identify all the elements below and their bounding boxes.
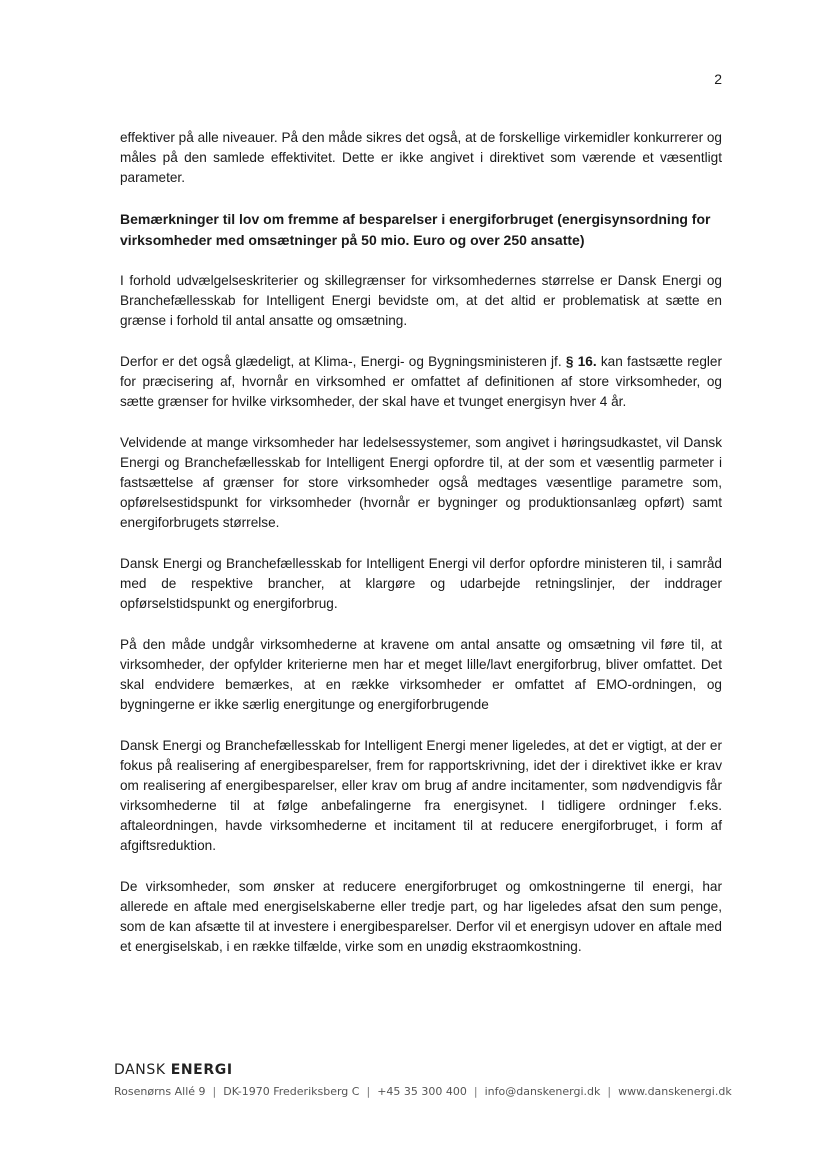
paragraph-existing-agreements: De virksomheder, som ønsker at reducere energiforbruget og omkostningerne til energi, har allerede en aftale med energiselskaberne eller tredje part, og har ligeledes afsat den sum penge, som de kan afsætte til at investere i energibesparelser. Derfor vil et energisyn udover en aftale med et energiselskab, i en række tilfælde, virke som en unødig ekstraomkostning. [120,879,722,954]
paragraph-consequences: På den måde undgår virksomhederne at kravene om antal ansatte og omsætning vil føre til, at virksomheder, der opfylder kriterierne men har et meget lille/lavt energiforbrug, bliver omfattet. Det skal endvidere bemærkes, at en række virksomheder er omfattet af EMO-ordningen, og bygningerne er ikke særlig energitunge og energiforbrugende [120,637,722,712]
paragraph-intro: effektiver på alle niveauer. På den måde sikres det også, at de forskellige virkemidler konkurrerer og måles på den samlede effektivitet. Dette er ikke angivet i direktivet som værende et væsentligt parameter. [120,130,722,185]
page-footer [114,1061,732,1100]
paragraph-ministerial-authority-end: kan fastsætte regler for præcisering af, hvornår en virksomhed er omfattet af definitionen af store virksomheder, og sætte grænser for hvilke virksomheder, der skal have et tvunget energisyn hver 4 år. [120,354,722,409]
footer-phone: +45 35 300 400 [377,1085,467,1098]
brand-word-energi: ENERGI [170,1062,233,1078]
section-reference: § 16. [565,354,597,369]
footer-website: www.danskenergi.dk [618,1085,732,1098]
section-heading: Bemærkninger til lov om fremme af besparelser i energiforbruget (energisynsordning for virksomheder med omsætninger på 50 mio. Euro og over 250 ansatte) [120,211,711,248]
paragraph-realisation-focus: Dansk Energi og Branchefællesskab for Intelligent Energi mener ligeledes, at det er vigtigt, at der er fokus på realisering af energibesparelser, frem for rapportskrivning, idet der i direktivet ikke er krav om realisering af energibesparelser, eller krav om brug af andre incitamenter, som nødvendigvis får virksomhederne til at følge anbefalingerne fra energisynet. I tidligere ordninger f.eks. aftaleordningen, havde virksomhederne et incitament til at reducere energiforbruget, i form af afgiftsreduktion. [120,738,722,853]
paragraph-ministerial-authority [120,352,722,412]
paragraph-management-systems: Velvidende at mange virksomheder har ledelsessystemer, som angivet i høringsudkastet, vil Dansk Energi og Branchefællesskab for Intelligent Energi opfordre til, at der som et væsentlig parmeter i fastsættelse af grænser for store virksomheder også medtages væsentlige parametre som, opførelsestidspunkt for virksomheder (hvornår er bygninger og produktionsanlæg opført) samt energiforbrugets størrelse. [120,435,722,530]
brand-word-dansk: DANSK [114,1062,171,1078]
footer-separator: | [212,1085,217,1098]
page-number: 2 [714,71,722,87]
document-body [120,128,722,978]
paragraph-selection-criteria: I forhold udvælgelseskriterier og skillegrænser for virksomhedernes størrelse er Dansk Energi og Branchefællesskab for Intelligent Energi bevidste om, at det altid er problematisk at sætte en grænse i forhold til antal ansatte og omsætning. [120,273,722,328]
footer-separator: | [366,1085,371,1098]
paragraph-guidelines: Dansk Energi og Branchefællesskab for Intelligent Energi vil derfor opfordre ministeren til, i samråd med de respektive brancher, at klargøre og udarbejde retningslinjer, der inddrager opførselstidspunkt og energiforbrug. [120,556,722,611]
footer-address: Rosenørns Allé 9 [114,1085,206,1098]
footer-separator: | [473,1085,478,1098]
footer-separator: | [607,1085,612,1098]
footer-city: DK-1970 Frederiksberg C [223,1085,360,1098]
paragraph-ministerial-authority-start: Derfor er det også glædeligt, at Klima-, Energi- og Bygningsministeren jf. [120,354,566,369]
dansk-energi-logo [114,1061,724,1079]
contact-line [114,1084,732,1100]
footer-email: info@danskenergi.dk [484,1085,601,1098]
